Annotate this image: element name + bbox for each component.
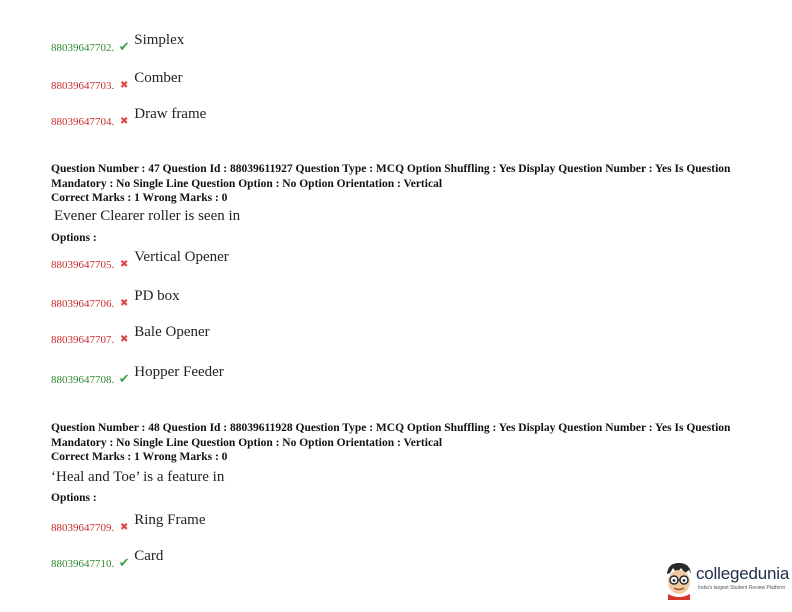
option-row [51, 362, 224, 386]
option-row [51, 30, 184, 54]
question-header: Question Number : 48 Question Id : 88039611928 Question Type : MCQ Option Shuffling : Yes Display Question Number : Yes Is Question Mandatory : No Single Line Question Option : No Option Orientation : Vertical [51, 422, 731, 449]
option-row [51, 104, 206, 128]
option-id: 88039647703. [51, 80, 115, 92]
logo-tagline: India's largest Student Review Platform [698, 585, 786, 591]
option-text: Ring Frame [134, 512, 206, 528]
check-icon: ✔ [118, 40, 130, 55]
option-text: Bale Opener [134, 324, 210, 340]
question-marks: Correct Marks : 1 Wrong Marks : 0 [51, 192, 228, 204]
option-id: 88039647707. [51, 334, 115, 346]
option-text: Hopper Feeder [134, 364, 224, 380]
option-id: 88039647710. [51, 558, 115, 570]
question-text: ‘Heal and Toe’ is a feature in [51, 469, 225, 485]
option-text: Card [134, 548, 164, 564]
option-text: Simplex [134, 32, 185, 48]
question-marks: Correct Marks : 1 Wrong Marks : 0 [51, 451, 228, 463]
options-label: Options : [51, 492, 97, 504]
option-id: 88039647708. [51, 374, 115, 386]
check-icon: ✔ [118, 372, 130, 387]
question-header: Question Number : 47 Question Id : 88039611927 Question Type : MCQ Option Shuffling : Yes Display Question Number : Yes Is Question Mandatory : No Single Line Question Option : No Option Orientation : Vertical [51, 163, 731, 190]
check-icon: ✔ [118, 556, 130, 571]
collegedunia-logo [662, 560, 790, 600]
option-text: Draw frame [134, 106, 207, 122]
option-text: PD box [134, 288, 180, 304]
option-row [51, 68, 183, 92]
option-id: 88039647702. [51, 42, 115, 54]
cross-icon: ✖ [120, 334, 129, 345]
option-id: 88039647705. [51, 259, 115, 271]
option-text: Vertical Opener [134, 249, 229, 265]
cross-icon: ✖ [120, 80, 129, 91]
options-label: Options : [51, 232, 97, 244]
option-row [51, 247, 229, 271]
cross-icon: ✖ [120, 259, 129, 270]
cross-icon: ✖ [120, 298, 129, 309]
option-id: 88039647706. [51, 298, 115, 310]
logo-brand: collegedunia [696, 564, 790, 583]
option-row [51, 322, 210, 346]
cross-icon: ✖ [120, 116, 129, 127]
option-row [51, 546, 163, 570]
cross-icon: ✖ [120, 522, 129, 533]
option-text: Comber [134, 70, 183, 86]
option-row [51, 510, 206, 534]
mascot-face-icon [662, 560, 696, 600]
option-id: 88039647709. [51, 522, 115, 534]
question-text: Evener Clearer roller is seen in [54, 208, 241, 224]
option-row [51, 286, 180, 310]
option-id: 88039647704. [51, 116, 115, 128]
